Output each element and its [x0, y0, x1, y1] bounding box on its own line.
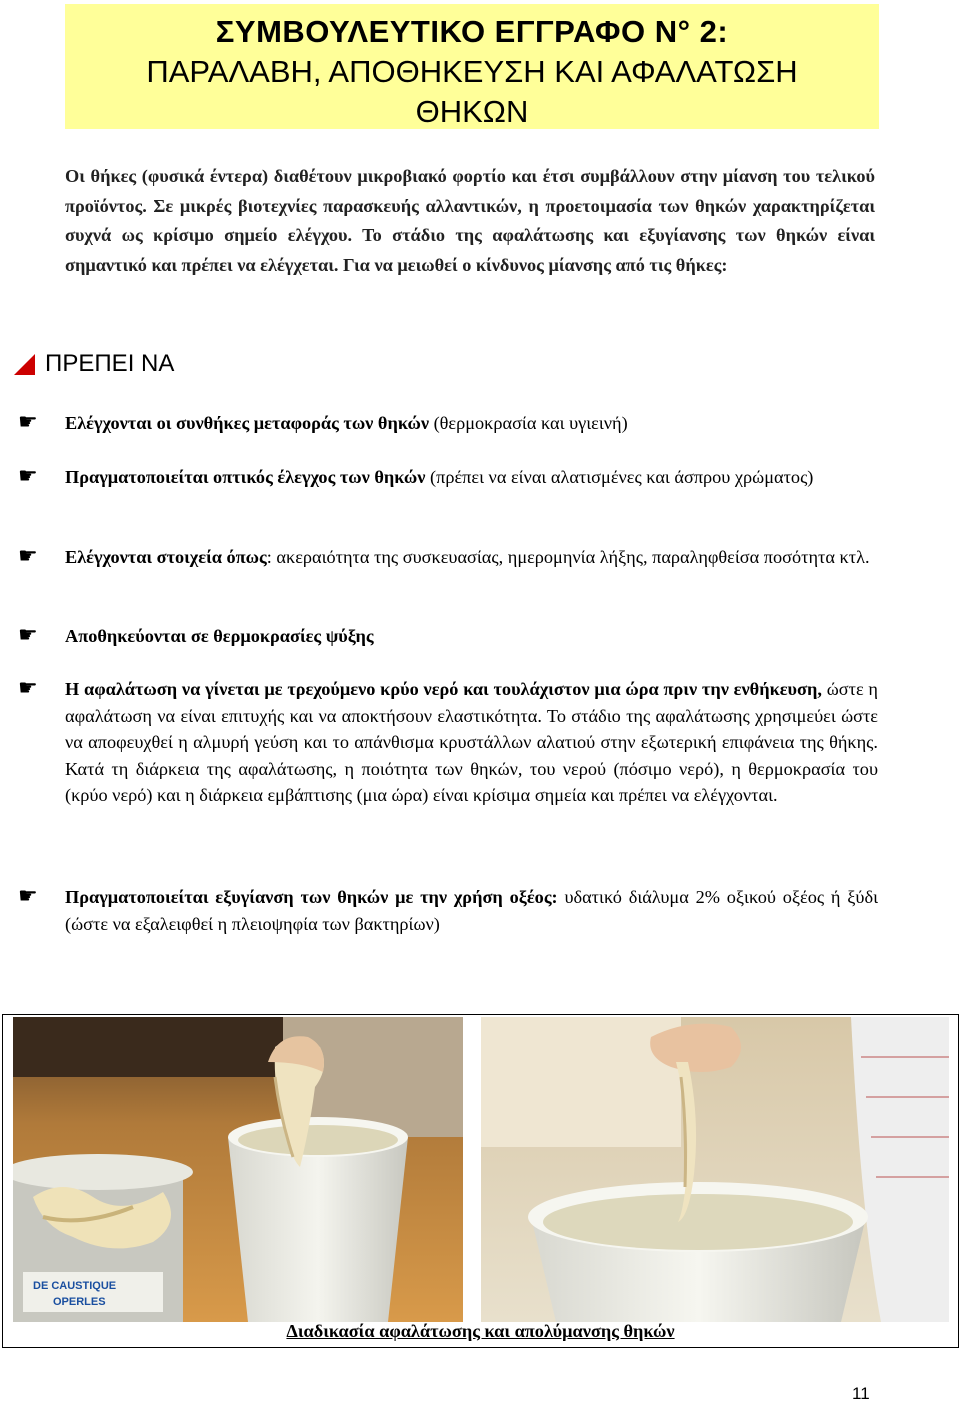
- pointing-hand-icon: ☛: [18, 623, 38, 648]
- bullet-rest: υδατικό διάλυμα 2% οξικού οξέος ή ξύδι (ώστε να εξαλειφθεί η πλειοψηφία των βακτηρίων): [65, 887, 879, 934]
- must-heading: [14, 348, 174, 380]
- bucket-label-line2: OPERLES: [53, 1296, 106, 1308]
- photo-disinfection-image: [481, 1017, 949, 1322]
- bullet-bold: Ελέγχονται στοιχεία όπως: [65, 547, 267, 567]
- document-title: ΣΥΜΒΟΥΛΕΥΤΙΚΟ ΕΓΓΡΑΦΟ Ν° 2:: [215, 14, 729, 49]
- pointing-hand-icon: ☛: [18, 410, 38, 435]
- bullet-rest: (θερμοκρασία και υγιεινή): [429, 413, 628, 433]
- bullet-bold: Πραγματοποιείται οπτικός έλεγχος των θηκών: [65, 467, 426, 487]
- bullet-rest: : ακεραιότητα της συσκευασίας, ημερομηνία λήξης, παραληφθείσα ποσότητα κτλ.: [266, 547, 870, 567]
- pointing-hand-icon: ☛: [18, 464, 38, 489]
- photo-desalting-bucket: [13, 1017, 463, 1322]
- page-number: 11: [852, 1384, 870, 1403]
- bullet-bold: Αποθηκεύονται σε θερμοκρασίες ψύξης: [65, 626, 374, 646]
- bullet-text: [65, 884, 878, 937]
- bullet-text: [65, 676, 878, 809]
- bullet-bold: Η αφαλάτωση να γίνεται με τρεχούμενο κρύο νερό και τουλάχιστον μια ώρα πριν την ενθήκευση,: [65, 679, 822, 699]
- bullet-text: [65, 464, 878, 491]
- document-subtitle: ΠΑΡΑΛΑΒΗ, ΑΠΟΘΗΚΕΥΣΗ ΚΑΙ ΑΦΑΛΑΤΩΣΗ: [146, 54, 798, 89]
- bullet-bold: Πραγματοποιείται εξυγίανση των θηκών με την χρήση οξέος:: [65, 887, 558, 907]
- bucket-label-line1: DE CAUSTIQUE: [33, 1280, 117, 1292]
- title-box: [65, 4, 879, 129]
- bullet-rest: ώστε η αφαλάτωση να είναι επιτυχής και να αποκτήσουν ελαστικότητα. Το στάδιο της αφαλάτωσης χρησιμεύει ώστε να αποφευχθεί η αλμυρή γεύση και το απάνθισμα κρυστάλλων αλατιού στην εξωτερική επιφάνεια της θήκης. Κατά τη διάρκεια της αφαλάτωσης, η ποιότητα των θηκών, του νερού (πόσιμο νερό), η θερμοκρασία του (κρύο νερό) και η διάρκεια εμβάπτισης (μια ώρα) είναι κρίσιμα σημεία και πρέπει να ελέγχονται.: [65, 679, 878, 805]
- bullet-text: [65, 623, 878, 650]
- bullet-text: [65, 544, 878, 571]
- bullet-text: [65, 410, 878, 437]
- document-subtitle-line2: ΘΗΚΩΝ: [415, 94, 529, 129]
- intro-paragraph: Οι θήκες (φυσικά έντερα) διαθέτουν μικροβιακό φορτίο και έτσι συμβάλλουν στην μίανση του τελικού προϊόντος. Σε μικρές βιοτεχνίες παρασκευής αλλαντικών, η προετοιμασία των θηκών χαρακτηρίζεται συχνά ως κρίσιμο σημείο ελέγχου. Το στάδιο της αφαλάτωσης και εξυγίανσης των θηκών είναι σημαντικό και πρέπει να ελέγχεται. Για να μειωθεί ο κίνδυνος μίανσης από τις θήκες:: [65, 166, 875, 275]
- bullet-bold: Ελέγχονται οι συνθήκες μεταφοράς των θηκών: [65, 413, 429, 433]
- photo-desalting-image: [13, 1017, 463, 1322]
- photo-caption: Διαδικασία αφαλάτωσης και απολύμανσης θηκών: [286, 1321, 675, 1341]
- pointing-hand-icon: ☛: [18, 884, 38, 909]
- pointing-hand-icon: ☛: [18, 544, 38, 569]
- bullet-rest: (πρέπει να είναι αλατισμένες και άσπρου χρώματος): [425, 467, 814, 487]
- photo-disinfection-bucket: [481, 1017, 949, 1322]
- must-label: ΠΡΕΠΕΙ ΝΑ: [45, 350, 175, 377]
- photo-frame: [2, 1014, 959, 1348]
- warning-triangle-icon: [14, 354, 35, 375]
- pointing-hand-icon: ☛: [18, 676, 38, 701]
